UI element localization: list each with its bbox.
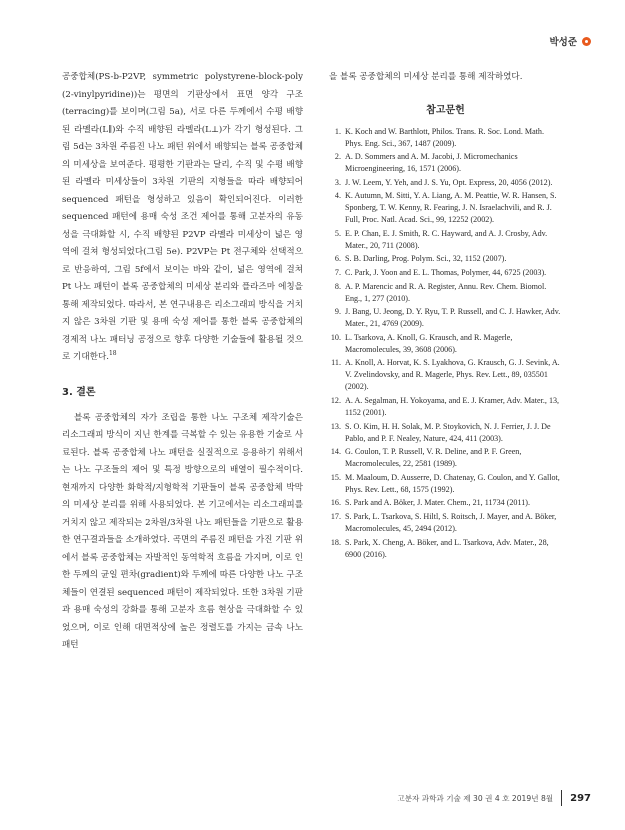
reference-number: 6. [334, 254, 341, 264]
reference-text: A. D. Sommers and A. M. Jacobi, J. Micromechanics Microengineering, 16, 1571 (2006). [345, 152, 518, 174]
reference-text: C. Park, J. Yoon and E. L. Thomas, Polymer, 44, 6725 (2003). [345, 268, 547, 278]
reference-number: 14. [330, 447, 341, 457]
reference-text: S. Park and A. Böker, J. Mater. Chem., 21, 11734 (2011). [345, 498, 530, 508]
reference-text: G. Coulon, T. P. Russell, V. R. Deline, and P. F. Green, Macromolecules, 22, 2581 (1989). [345, 447, 522, 469]
page-number: 297 [570, 792, 591, 804]
reference-item [329, 306, 562, 330]
body-paragraph-1-text: 공중합체(PS-b-P2VP, symmetric polystyrene-block-poly (2-vinylpyridine))는 평면의 기판상에서 표면 양각 구조(terracing)를 보이며(그림 5a), 서로 다른 두께에서 수평 배향된 라멜라(L∥)와 수직 배향된 라멜라(L⊥)가 각기 형성된다. 그림 5d는 3차원 주름진 나노 패턴 위에서 배향되는 블록 공중합체의 미세상을 보여준다. 평평한 기판과는 달리, 수직 및 수평 배향된 라멜라 미세상들이 3차원 기판의 지형들을 따라 배향되어 sequenced 패턴을 형성하고 있음이 확인되어진다. 이러한 sequenced 패턴에 용매 숙성 조건 제어를 통해 고분자의 유동성을 극대화할 시, 수직 배향된 P2VP 라멜라 미세상이 넓은 영역에 걸쳐 형성되었다(그림 5e). P2VP는 Pt 전구체와 선택적으로 반응하여, 그림 5f에서 보이는 바와 같이, 넓은 영역에 걸쳐 Pt 나노 패턴이 블록 공중합체의 미세상 분리와 플라즈마 에칭을 통해 제작되었다. 따라서, 본 연구내용은 리소그래피 방식을 거치지 않은 3차원 기판 및 용매 숙성 제어를 통한 블록 공중합체의 경제적 나노 패터닝 공정으로 향후 다양한 기술들에 활용될 것으로 기대한다. [62, 72, 303, 362]
header-author: 박성준 [549, 37, 577, 48]
reference-item [329, 537, 562, 561]
reference-list [329, 126, 562, 561]
reference-text: K. Autumn, M. Sitti, Y. A. Liang, A. M. Peattie, W. R. Hansen, S. Sponberg, T. W. Kenny, R. Fearing, J. N. Israelachvili, and R. J. Full, Proc. Natl. Acad. Sci., 99, 12252 (2002). [345, 191, 557, 225]
reference-number: 4. [334, 191, 341, 201]
reference-number: 16. [330, 498, 341, 508]
orange-circle-icon [582, 37, 591, 46]
running-header [549, 34, 591, 48]
reference-number: 8. [334, 281, 341, 291]
reference-item [329, 357, 562, 393]
reference-item [329, 253, 562, 265]
section-title-conclusion: 3. 결론 [62, 386, 96, 398]
reference-number: 13. [330, 421, 341, 431]
reference-number: 2. [334, 152, 341, 162]
reference-text: A. Knoll, A. Horvat, K. S. Lyakhova, G. Krausch, G. J. Sevink, A. V. Zvelindovsky, and R. Magerle, Phys. Rev. Lett., 89, 035501 (2002). [345, 358, 560, 392]
reference-number: 11. [331, 358, 341, 368]
reference-item [329, 151, 562, 175]
right-column [329, 69, 562, 562]
reference-number: 1. [334, 126, 341, 136]
reference-item [329, 446, 562, 470]
reference-text: S. Park, X. Cheng, A. Böker, and L. Tsarkova, Adv. Mater., 28, 6900 (2016). [345, 537, 549, 559]
continuation-text: 을 블록 공중합체의 미세상 분리를 통해 제작하였다. [329, 72, 523, 82]
left-column [62, 69, 303, 655]
reference-text: S. B. Darling, Prog. Polym. Sci., 32, 1152 (2007). [345, 254, 507, 264]
reference-number: 17. [330, 512, 341, 521]
reference-text: J. Bang, U. Jeong, D. Y. Ryu, T. P. Russell, and C. J. Hawker, Adv. Mater., 21, 4769 (2009). [345, 307, 561, 329]
reference-number: 15. [330, 472, 341, 482]
reference-text: S. O. Kim, H. H. Solak, M. P. Stoykovich, N. J. Ferrier, J. J. De Pablo, and P. F. Nealey, Nature, 424, 411 (2003). [345, 421, 551, 443]
footer-journal: 고분자 과학과 기술 제 30 권 4 호 2019년 8월 [397, 793, 554, 803]
reference-text: L. Tsarkova, A. Knoll, G. Krausch, and R. Magerle, Macromolecules, 39, 3608 (2006). [345, 332, 513, 354]
reference-number: 7. [334, 268, 341, 278]
reference-number: 5. [334, 228, 341, 238]
reference-item [329, 395, 562, 419]
reference-item [329, 228, 562, 252]
footer-divider [561, 790, 562, 806]
reference-number: 10. [330, 332, 341, 342]
body-paragraph-1 [62, 69, 303, 367]
reference-text: A. A. Segalman, H. Yokoyama, and E. J. Kramer, Adv. Mater., 13, 1152 (2001). [345, 396, 560, 418]
reference-item [329, 177, 562, 189]
reference-item [329, 267, 562, 279]
page-footer [397, 790, 591, 806]
reference-item [329, 511, 562, 535]
reference-number: 18. [330, 537, 341, 547]
reference-text: A. P. Marencic and R. A. Register, Annu. Rev. Chem. Biomol. Eng., 1, 277 (2010). [345, 281, 547, 303]
reference-number: 9. [334, 307, 341, 317]
reference-item [329, 421, 562, 445]
reference-item [329, 472, 562, 496]
references-title: 참고문헌 [426, 104, 465, 116]
reference-number: 3. [334, 177, 341, 187]
reference-text: E. P. Chan, E. J. Smith, R. C. Hayward, and A. J. Crosby, Adv. Mater., 20, 711 (2008). [345, 228, 548, 250]
reference-text: J. W. Leem, Y. Yeh, and J. S. Yu, Opt. Express, 20, 4056 (2012). [345, 177, 553, 187]
reference-text: M. Maaloum, D. Ausserre, D. Chatenay, G. Coulon, and Y. Gallot, Phys. Rev. Lett., 68, 1575 (1992). [345, 472, 560, 494]
reference-number: 12. [330, 396, 341, 406]
reference-item [329, 332, 562, 356]
body-paragraph-2: 블록 공중합체의 자가 조립을 통한 나노 구조체 제작기술은 리소그래피 방식이 지닌 한계를 극복할 수 있는 유용한 기술로 사료된다. 블록 공중합체 나노 패턴을 실질적으로 응용하기 위해서는 나노 구조들의 제어 및 특정 방향으로의 배열이 필수적이다. 현재까지 다양한 화학적/지형학적 기판들이 블록 공중합체 박막의 미세상 분리를 위해 사용되었다. 본 기고에서는 리소그래피를 거치지 않고 제작되는 2차원/3차원 나노 패턴들을 기판으로 활용한 연구결과들을 소개하였다. 곡면의 주름진 패턴을 가진 기판 위에서 블록 공중합체는 자발적인 동역학적 흐름을 가지며, 이로 인한 두께의 균일 편차(gradient)와 두께에 따른 다양한 나노 구조체들이 연결된 sequenced 패턴이 제작되었다. 또한 3차원 기판과 용매 숙성의 강화를 통해 고분자 흐름 현상을 극대화할 수 있었으며, 이로 인해 대면적상에 높은 정렬도를 가지는 금속 나노 패턴 [62, 412, 303, 650]
reference-item [329, 497, 562, 509]
reference-item [329, 190, 562, 226]
reference-item [329, 126, 562, 150]
reference-text: S. Park, L. Tsarkova, S. Hiltl, S. Roitsch, J. Mayer, and A. Böker, Macromolecules, 45, 2494 (2012). [345, 512, 557, 533]
reference-item [329, 281, 562, 305]
reference-text: K. Koch and W. Barthlott, Philos. Trans. R. Soc. Lond. Math. Phys. Eng. Sci., 367, 1487 (2009). [345, 126, 544, 148]
citation-superscript: 18 [108, 350, 117, 358]
